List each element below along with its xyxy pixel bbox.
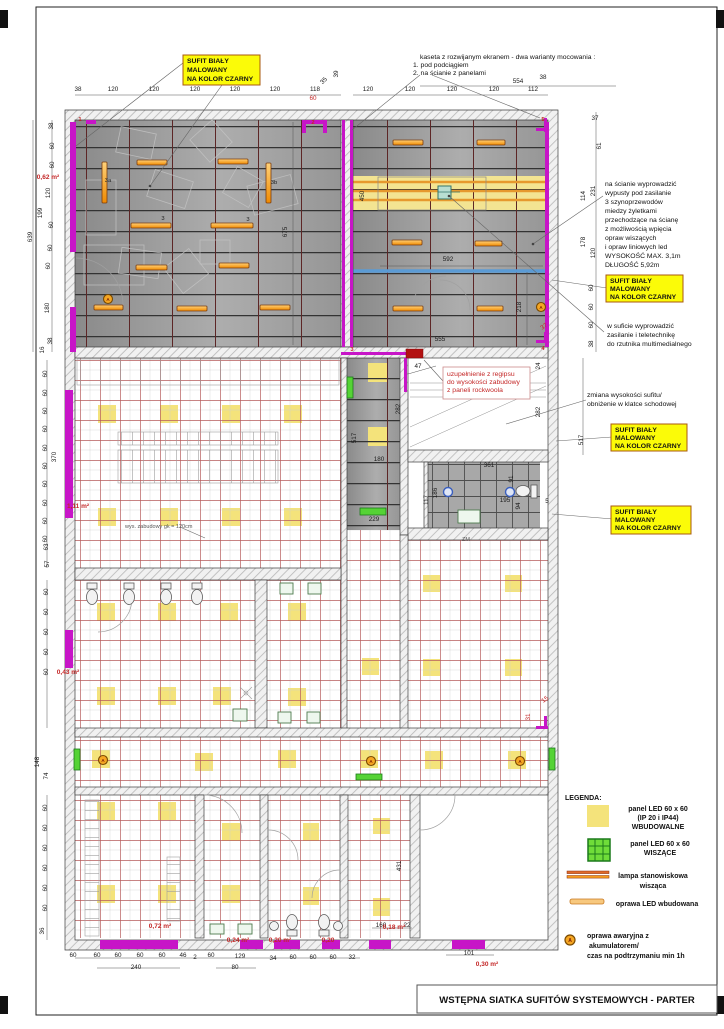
- dimension-label: 117: [423, 494, 430, 506]
- magenta-wall-accent: [70, 307, 76, 352]
- dimension-label: 60: [42, 535, 49, 543]
- dimension-label: 3a: [104, 178, 112, 184]
- emergency-lamp-letter: A: [518, 759, 522, 764]
- note-line: do wysokości zabudowy: [447, 379, 520, 386]
- dimension-label: 60: [93, 952, 101, 959]
- dimension-label: 218: [516, 301, 523, 313]
- dimension-label: 36: [39, 927, 46, 935]
- led-panel-hanging: [549, 748, 555, 770]
- emergency-lamp-letter: A: [539, 305, 543, 310]
- dimension-label: 0,62 m²: [36, 174, 60, 181]
- label-zm: ZM: [462, 537, 470, 543]
- note-line: SUFIT BIAŁY: [615, 427, 657, 434]
- dimension-label: 24: [535, 362, 542, 370]
- dimension-label: 60: [49, 161, 56, 169]
- led-strip-lamp: [393, 306, 423, 311]
- legend-label: oprawa awaryjna z: [587, 933, 649, 940]
- dimension-label: 22: [403, 922, 411, 929]
- led-strip-lamp: [260, 305, 290, 310]
- note-line: SUFIT BIAŁY: [615, 509, 657, 516]
- dimension-label: 1: [78, 117, 82, 123]
- magenta-wall-accent: [369, 940, 391, 949]
- dimension-label: 60: [136, 952, 144, 959]
- dimension-label: 1,11 m²: [66, 503, 90, 510]
- note-sciana: [604, 181, 681, 269]
- dimension-label: 60: [47, 244, 54, 252]
- dimension-label: 0,20 m²: [268, 937, 292, 944]
- magenta-wall-accent: [350, 120, 353, 347]
- magenta-wall-accent: [544, 332, 547, 342]
- dimension-label: 554: [512, 78, 524, 85]
- dimension-label: 229: [368, 516, 380, 523]
- magenta-wall-accent: [323, 120, 327, 133]
- rockwool-infill: [406, 349, 423, 358]
- dimension-label: 178: [580, 236, 587, 248]
- table-row-lower: [118, 450, 278, 483]
- dimension-label: 34: [269, 955, 277, 962]
- dimension-label: 60: [42, 884, 49, 892]
- dimension-label: 60: [588, 303, 595, 311]
- note-line: miedzy żyletkami: [605, 208, 657, 215]
- dimension-label: 38: [74, 86, 82, 93]
- dimension-label: 60: [42, 462, 49, 470]
- dimension-label: 120: [590, 247, 597, 259]
- dimension-label: 517: [578, 434, 585, 446]
- note-line: w suficie wyprowadzić: [607, 323, 674, 330]
- dimension-label: 370: [51, 451, 58, 463]
- dimension-label: 4: [541, 346, 545, 352]
- dimension-label: 46: [179, 952, 187, 959]
- note-line: 2. na ścianie z panelami: [413, 70, 486, 77]
- dimension-label: 60: [43, 588, 50, 596]
- led-panel-hanging: [74, 749, 80, 770]
- drawing-title: WSTĘPNA SIATKA SUFITÓW SYSTEMOWYCH - PARTER: [439, 995, 695, 1006]
- dimension-label: 60: [42, 904, 49, 912]
- dimension-label: 675: [282, 226, 289, 238]
- dimension-label: 282: [535, 406, 542, 418]
- led-strip-lamp: [219, 263, 249, 268]
- dimension-label: 38: [539, 74, 547, 81]
- dimension-label: 0,30 m²: [475, 961, 499, 968]
- dimension-label: 120: [107, 86, 119, 93]
- note-line: SUFIT BIAŁY: [610, 278, 652, 285]
- legend-label: oprawa LED wbudowana: [615, 901, 699, 908]
- magenta-wall-accent: [65, 390, 73, 518]
- legend-yellow-panel-icon: [587, 805, 609, 827]
- note-instalacja: [606, 323, 692, 348]
- note-line: obniżenie w klatce schodowej: [587, 401, 677, 408]
- legend-label: lampa stanowiskowa: [618, 873, 688, 880]
- downlight-icon: [444, 488, 453, 497]
- note-line: opraw wiszących: [605, 235, 657, 242]
- note-line: zmiana wysokości sufitu/: [587, 392, 662, 399]
- dimension-label: 60: [43, 668, 50, 676]
- dimension-label: 114: [580, 190, 587, 202]
- magenta-wall-accent: [404, 358, 407, 392]
- led-panel-hanging: [356, 774, 382, 780]
- dimension-label: 160: [375, 922, 387, 929]
- led-strip-lamp: [477, 140, 505, 145]
- dimension-label: 60: [42, 517, 49, 525]
- dimension-label: 129: [234, 953, 246, 960]
- legend-label: (IP 20 i IP44): [637, 815, 679, 822]
- note-line: 3 szynoprzewodów: [605, 199, 663, 206]
- led-strip-lamp: [218, 159, 248, 164]
- legend-orange-bar-icon: [570, 899, 604, 904]
- magenta-wall-accent: [302, 120, 306, 133]
- dimension-label: 60: [69, 952, 77, 959]
- dimension-label: 35: [318, 75, 329, 86]
- note-klatka: [587, 392, 677, 408]
- note-ceiling-black-2: [606, 275, 683, 302]
- dimension-label: 39: [333, 70, 340, 78]
- dimension-label: 91: [508, 475, 515, 483]
- led-panel-hanging: [360, 508, 386, 515]
- dimension-label: 60: [42, 444, 49, 452]
- dimension-label: 3b: [270, 180, 278, 186]
- legend-label: panel LED 60 x 60: [628, 806, 688, 813]
- note-line: WYSOKOŚĆ MAX. 3,1m: [605, 253, 681, 260]
- dimension-label: 60: [309, 954, 317, 961]
- dimension-label: 120: [269, 86, 281, 93]
- dimension-label: 120: [404, 86, 416, 93]
- note-line: 1. pod podciągiem: [413, 62, 469, 69]
- dimension-label: 60: [48, 221, 55, 229]
- dimension-label: 450: [359, 190, 366, 202]
- dimension-label: 60: [42, 425, 49, 433]
- note-line: na ścianie wyprowadzić: [605, 181, 677, 188]
- note-line: MALOWANY: [187, 67, 228, 74]
- dimension-label: 32: [348, 954, 356, 961]
- downlight-icon: [506, 488, 515, 497]
- note-line: MALOWANY: [615, 435, 656, 442]
- dimension-label: 0,72 m²: [148, 923, 172, 930]
- legend-label: wisząca: [639, 883, 667, 890]
- magenta-wall-accent: [86, 120, 96, 124]
- dimension-label: 231: [590, 185, 597, 197]
- note-line: przechodzące na ścianę: [605, 217, 679, 224]
- dimension-label: 60: [207, 952, 215, 959]
- note-line: wypusty pod zasilanie: [605, 190, 672, 197]
- dimension-label: 60: [43, 608, 50, 616]
- emergency-lamp-letter: A: [101, 758, 105, 763]
- legend-double-bar-icon: [567, 871, 609, 878]
- note-line: zasilanie i teletechnikę: [607, 332, 676, 339]
- dimension-label: 517: [351, 432, 358, 444]
- note-line: MALOWANY: [610, 286, 651, 293]
- dimension-label: 37: [539, 321, 550, 332]
- dimension-label: 60: [42, 864, 49, 872]
- note-line: DŁUGOŚĆ 5,92m: [605, 262, 660, 269]
- magenta-wall-accent: [65, 630, 73, 668]
- note-regips: [443, 367, 530, 399]
- dimension-label: 60: [42, 824, 49, 832]
- dimension-label: 120: [148, 86, 160, 93]
- dimension-label: 60: [588, 321, 595, 329]
- dimension-label: 120: [446, 86, 458, 93]
- legend-label: WBUDOWALNE: [631, 824, 685, 831]
- magenta-wall-accent: [544, 716, 547, 729]
- dimension-label: 60: [42, 389, 49, 397]
- led-strip-lamp: [131, 223, 171, 228]
- note-line: SUFIT BIAŁY: [187, 58, 229, 65]
- legend-label: czas na podtrzymaniu min 1h: [587, 953, 685, 960]
- dimension-label: 60: [42, 804, 49, 812]
- note-line: NA KOLOR CZARNY: [610, 294, 677, 301]
- dimension-label: 60: [49, 142, 56, 150]
- legend-green-panel-icon: [588, 839, 610, 861]
- dimension-label: 38: [588, 340, 595, 348]
- dimension-label: 639: [27, 231, 34, 243]
- note-line: MALOWANY: [615, 517, 656, 524]
- svg-text:A: A: [568, 938, 572, 945]
- dimension-label: 431: [396, 860, 403, 872]
- note-ceiling-black-3: [611, 424, 687, 451]
- dimension-label: 60: [114, 952, 122, 959]
- dimension-label: 186: [432, 487, 439, 499]
- dimension-label: 120: [488, 86, 500, 93]
- dimension-label: 120: [189, 86, 201, 93]
- dimension-label: 38: [47, 337, 54, 345]
- note-line: kaseta z rozwijanym ekranem - dwa warianty mocowania :: [420, 54, 596, 61]
- led-strip-lamp: [177, 306, 207, 311]
- legend-title: LEGENDA:: [565, 795, 602, 802]
- dimension-label: 60: [43, 648, 50, 656]
- shelf-ladder-2: [167, 857, 180, 921]
- note-line: z paneli rockwoola: [447, 387, 503, 394]
- note-line: i opraw liniowych led: [605, 244, 668, 251]
- note-line: z możliwością wpięcia: [605, 226, 672, 233]
- dimension-label: 199: [37, 207, 44, 219]
- dimension-label: 0,43 m²: [56, 669, 80, 676]
- magenta-wall-accent: [100, 940, 178, 949]
- dimension-label: 15: [540, 694, 551, 705]
- dimension-label: 60: [43, 628, 50, 636]
- note-line: uzupełnienie z regipsu: [447, 371, 515, 378]
- magenta-wall-accent: [342, 120, 345, 347]
- dimension-label: 282: [395, 403, 402, 415]
- dimension-label: 5: [541, 117, 545, 123]
- dimension-label: 80: [231, 964, 239, 971]
- dimension-label: 3: [246, 217, 250, 223]
- dimension-label: 60: [42, 499, 49, 507]
- dimension-label: 63: [43, 543, 50, 551]
- shelf-ladder-1: [85, 800, 99, 936]
- led-strip-lamp: [393, 140, 423, 145]
- led-strip-lamp: [475, 241, 502, 246]
- dimension-label: 60: [42, 844, 49, 852]
- room-bottom-empty: [420, 795, 548, 938]
- led-strip-lamp: [477, 306, 503, 311]
- dimension-label: 60: [588, 284, 595, 292]
- dimension-label: 120: [45, 187, 52, 199]
- magenta-wall-accent: [70, 122, 76, 252]
- led-panel-hanging: [347, 377, 353, 398]
- legend: [565, 795, 698, 960]
- table-row-upper: [118, 432, 278, 445]
- dimension-label: 0,20: [321, 937, 335, 944]
- note-line: do rzutnika multimedialnego: [607, 341, 692, 348]
- dimension-label: 3: [161, 216, 165, 222]
- note-wys-zabudowy: wys. zabudowy gk = 120cm: [125, 524, 193, 530]
- note-ceiling-black-1: [183, 55, 260, 85]
- note-ceiling-black-4: [611, 506, 691, 534]
- dimension-label: 47: [414, 363, 422, 370]
- dimension-label: 592: [442, 256, 454, 263]
- note-line: NA KOLOR CZARNY: [187, 76, 254, 83]
- dimension-label: 0,24 m²: [226, 937, 250, 944]
- dimension-label: 195: [499, 497, 511, 504]
- wardrobe-row: [77, 359, 339, 385]
- dimension-label: 5: [545, 498, 549, 505]
- dimension-label: 120: [362, 86, 374, 93]
- led-strip-lamp: [94, 305, 123, 310]
- legend-label: panel LED 60 x 60: [630, 841, 690, 848]
- dimension-label: 361: [483, 462, 495, 469]
- dimension-label: 31: [525, 713, 532, 721]
- dimension-label: 60: [329, 954, 337, 961]
- dimension-label: 2: [311, 120, 315, 126]
- dimension-label: 38: [48, 122, 55, 130]
- dimension-label: 120: [229, 86, 241, 93]
- led-strip-lamp: [136, 265, 167, 270]
- note-line: NA KOLOR CZARNY: [615, 525, 682, 532]
- dimension-label: 180: [373, 456, 385, 463]
- dimension-label: 112: [527, 86, 539, 93]
- dimension-label: 3: [350, 347, 354, 353]
- legend-label: WISZĄCE: [643, 850, 677, 857]
- dimension-label: 555: [434, 336, 446, 343]
- dimension-label: 118: [309, 86, 321, 93]
- legend-label: akumulatorem/: [589, 943, 639, 950]
- dimension-label: 240: [130, 964, 142, 971]
- note-line: NA KOLOR CZARNY: [615, 443, 682, 450]
- shaft: [408, 462, 424, 528]
- dimension-label: 60: [42, 370, 49, 378]
- dimension-label: 60: [42, 480, 49, 488]
- dimension-label: 16: [39, 346, 46, 354]
- led-strip-lamp: [137, 160, 167, 165]
- dimension-label: 94: [515, 502, 522, 510]
- dimension-label: 101: [463, 950, 475, 957]
- dimension-label: 60: [289, 954, 297, 961]
- dimension-label: 61: [596, 142, 603, 150]
- dimension-label: 60: [158, 952, 166, 959]
- dimension-label: 57: [44, 560, 51, 568]
- dimension-label: 60: [309, 95, 317, 102]
- dimension-label: 74: [43, 772, 50, 780]
- note-kaseta: [413, 54, 595, 77]
- emergency-lamp-letter: A: [106, 297, 110, 302]
- magenta-wall-accent: [452, 940, 485, 949]
- dimension-label: 37: [591, 115, 599, 122]
- dimension-label: 180: [44, 302, 51, 314]
- led-strip-lamp: [211, 223, 253, 228]
- dimension-label: 148: [34, 756, 41, 768]
- dimension-label: 60: [42, 407, 49, 415]
- dimension-label: 0,18 m²: [382, 924, 406, 931]
- legend-emergency-icon: [565, 935, 575, 945]
- led-strip-lamp: [392, 240, 422, 245]
- dimension-label: 2: [193, 954, 197, 961]
- dimension-label: 60: [45, 262, 52, 270]
- emergency-lamp-letter: A: [369, 759, 373, 764]
